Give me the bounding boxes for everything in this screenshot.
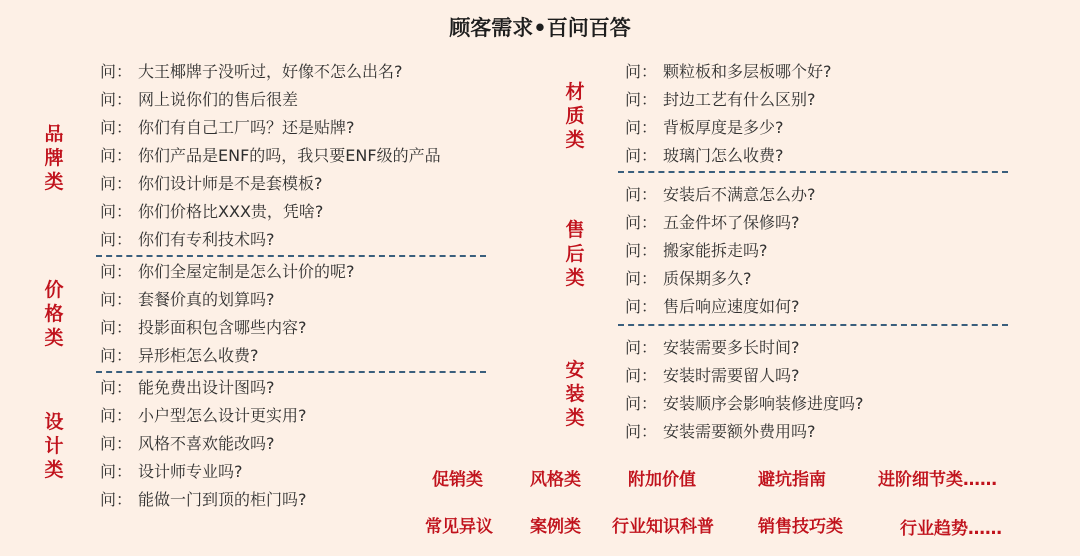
question-prefix: 问： (625, 366, 658, 385)
question-item (625, 338, 800, 358)
question-prefix: 问： (625, 422, 658, 441)
question-text: 质保期多久? (663, 269, 752, 288)
question-text: 能免费出设计图吗? (138, 378, 275, 397)
question-text: 你们全屋定制是怎么计价的呢? (138, 262, 355, 281)
question-prefix: 问： (100, 434, 133, 453)
question-prefix: 问： (100, 378, 133, 397)
question-prefix: 问： (100, 318, 133, 337)
topic-tag: 进阶细节类…… (878, 470, 997, 490)
question-text: 小户型怎么设计更实用? (138, 406, 307, 425)
question-item (100, 118, 355, 138)
question-item (625, 185, 816, 205)
category-material-label: 材质类 (565, 81, 585, 151)
question-item (625, 213, 800, 233)
question-text: 安装需要额外费用吗? (663, 422, 816, 441)
question-text: 你们产品是ENF的吗，我只要ENF级的产品 (138, 146, 441, 165)
question-prefix: 问： (100, 346, 133, 365)
question-text: 网上说你们的售后很差 (138, 90, 299, 109)
question-prefix: 问： (625, 241, 658, 260)
question-text: 安装顺序会影响装修进度吗? (663, 394, 864, 413)
question-text: 安装时需要留人吗? (663, 366, 800, 385)
question-text: 投影面积包含哪些内容? (138, 318, 307, 337)
question-prefix: 问： (100, 118, 133, 137)
question-item (625, 118, 784, 138)
question-prefix: 问： (100, 462, 133, 481)
question-prefix: 问： (100, 62, 133, 81)
question-text: 设计师专业吗? (138, 462, 243, 481)
question-prefix: 问： (625, 90, 658, 109)
question-prefix: 问： (100, 406, 133, 425)
question-item (625, 366, 800, 386)
question-item (100, 174, 323, 194)
topic-tag: 行业趋势…… (900, 519, 1002, 539)
question-item (100, 230, 275, 250)
question-text: 封边工艺有什么区别? (663, 90, 816, 109)
section-divider (96, 371, 486, 373)
question-item (100, 262, 355, 282)
question-prefix: 问： (100, 90, 133, 109)
question-item (100, 290, 275, 310)
page-title: 顾客需求•百问百答 (449, 16, 631, 40)
question-item (100, 62, 403, 82)
question-item (100, 146, 441, 166)
topic-tag: 销售技巧类 (758, 517, 843, 537)
topic-tag: 避坑指南 (758, 470, 826, 490)
question-text: 你们有自己工厂吗？还是贴牌? (138, 118, 355, 137)
question-prefix: 问： (625, 213, 658, 232)
question-prefix: 问： (625, 394, 658, 413)
question-item (625, 146, 784, 166)
question-prefix: 问： (625, 62, 658, 81)
question-prefix: 问： (100, 490, 133, 509)
question-item (100, 490, 307, 510)
question-item (625, 90, 816, 110)
question-prefix: 问： (625, 118, 658, 137)
question-prefix: 问： (625, 269, 658, 288)
question-text: 五金件坏了保修吗? (663, 213, 800, 232)
question-prefix: 问： (625, 338, 658, 357)
question-item (100, 378, 275, 398)
question-prefix: 问： (100, 202, 133, 221)
question-item (625, 297, 800, 317)
question-text: 风格不喜欢能改吗? (138, 434, 275, 453)
category-install-label: 安装类 (565, 359, 585, 429)
question-prefix: 问： (625, 185, 658, 204)
question-text: 玻璃门怎么收费? (663, 146, 784, 165)
question-prefix: 问： (100, 290, 133, 309)
question-item (100, 90, 298, 110)
category-aftersale-label: 售后类 (565, 219, 585, 289)
topic-tag: 附加价值 (628, 470, 696, 490)
question-item (625, 422, 816, 442)
question-item (625, 394, 864, 414)
category-price-label: 价格类 (44, 279, 64, 349)
question-text: 大王椰牌子没听过，好像不怎么出名? (138, 62, 403, 81)
question-text: 安装需要多长时间? (663, 338, 800, 357)
question-text: 安装后不满意怎么办? (663, 185, 816, 204)
section-divider (618, 324, 1008, 326)
question-text: 颗粒板和多层板哪个好? (663, 62, 832, 81)
question-item (100, 406, 307, 426)
question-text: 你们价格比XXX贵，凭啥? (138, 202, 324, 221)
topic-tag: 风格类 (530, 470, 581, 490)
topic-tag: 行业知识科普 (612, 517, 714, 537)
question-text: 异形柜怎么收费? (138, 346, 259, 365)
question-prefix: 问： (100, 262, 133, 281)
question-text: 你们设计师是不是套模板? (138, 174, 323, 193)
topic-tag: 促销类 (432, 470, 483, 490)
question-prefix: 问： (100, 146, 133, 165)
question-item (625, 241, 768, 261)
question-prefix: 问： (100, 230, 133, 249)
question-text: 搬家能拆走吗? (663, 241, 768, 260)
question-item (625, 269, 752, 289)
category-brand-label: 品牌类 (44, 123, 64, 193)
question-item (100, 434, 275, 454)
question-item (100, 462, 243, 482)
question-item (625, 62, 832, 82)
question-text: 能做一门到顶的柜门吗? (138, 490, 307, 509)
question-text: 套餐价真的划算吗? (138, 290, 275, 309)
section-divider (96, 255, 486, 257)
question-prefix: 问： (100, 174, 133, 193)
topic-tag: 案例类 (530, 517, 581, 537)
topic-tag: 常见异议 (425, 517, 493, 537)
question-prefix: 问： (625, 146, 658, 165)
question-item (100, 346, 259, 366)
category-design-label: 设计类 (44, 411, 64, 481)
question-prefix: 问： (625, 297, 658, 316)
question-text: 你们有专利技术吗? (138, 230, 275, 249)
question-item (100, 318, 307, 338)
question-text: 背板厚度是多少? (663, 118, 784, 137)
question-item (100, 202, 323, 222)
question-text: 售后响应速度如何? (663, 297, 800, 316)
section-divider (618, 171, 1008, 173)
